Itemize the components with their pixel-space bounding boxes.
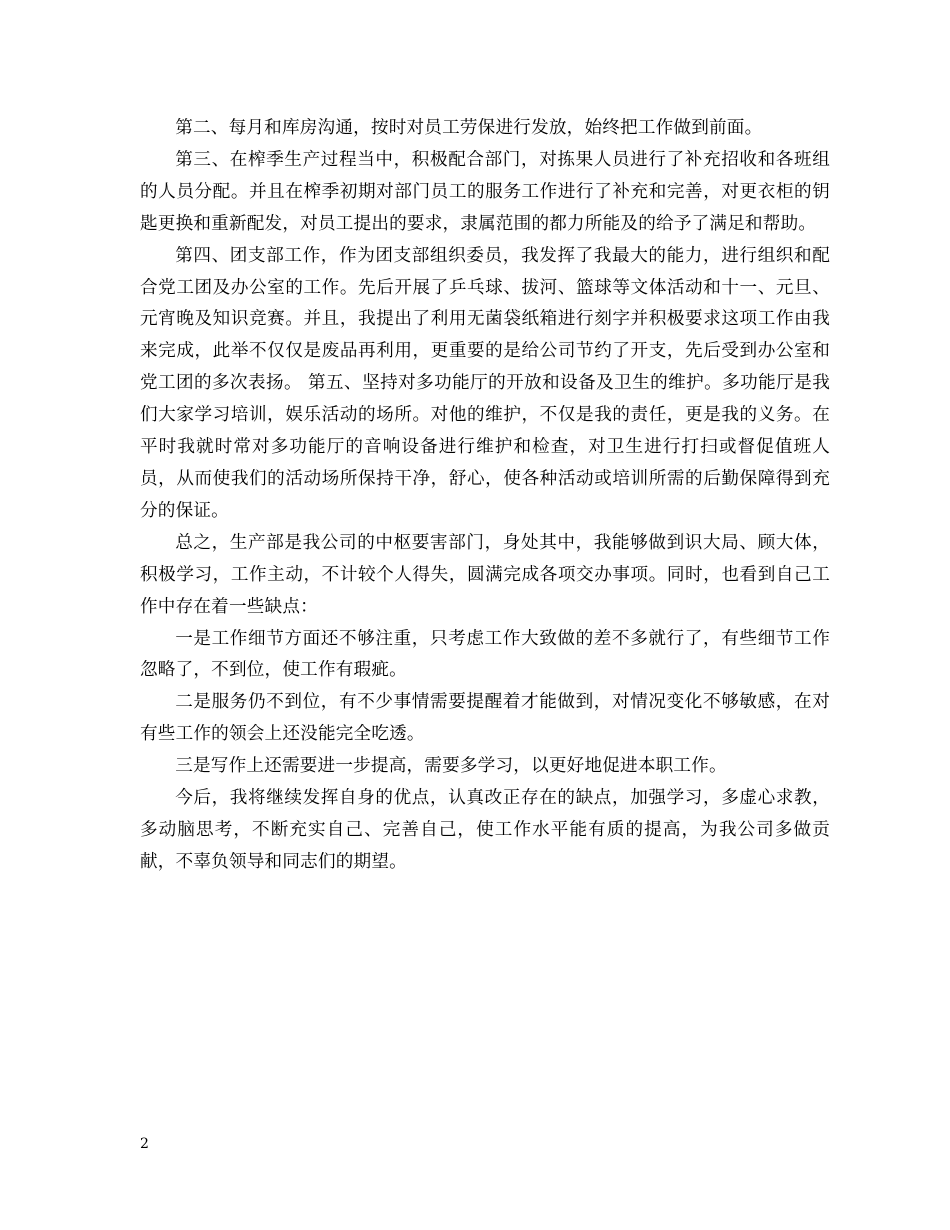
paragraph-4: 总之，生产部是我公司的中枢要害部门，身处其中，我能够做到识大局、顾大体，积极学习，工作主动，不计较个人得失，圆满完成各项交办事项。同时，也看到自己工作中存在着一些缺点： [140,532,830,617]
paragraph-5: 一是工作细节方面还不够注重，只考虑工作大致做的差不多就行了，有些细节工作忽略了，不到位，使工作有瑕疵。 [140,628,830,681]
paragraph-7: 三是写作上还需要进一步提高，需要多学习，以更好地促进本职工作。 [175,756,727,777]
page-number: 2 [140,1136,149,1152]
paragraph-6: 二是服务仍不到位，有不少事情需要提醒着才能做到，对情况变化不够敏感，在对有些工作的领会上还没能完全吃透。 [140,692,830,745]
paragraph-8: 今后，我将继续发挥自身的优点，认真改正存在的缺点，加强学习，多虚心求教，多动脑思考，不断充实自己、完善自己，使工作水平能有质的提高，为我公司多做贡献，不辜负领导和同志们的期望。 [140,788,830,872]
paragraph-2: 第三、在榨季生产过程当中，积极配合部门，对拣果人员进行了补充招收和各班组的人员分配。并且在榨季初期对部门员工的服务工作进行了补充和完善，对更衣柜的钥匙更换和重新配发，对员工提出的要求，隶属范围的都力所能及的给予了满足和帮助。 [140,149,830,234]
paragraph-3: 第四、团支部工作，作为团支部组织委员，我发挥了我最大的能力，进行组织和配合党工团及办公室的工作。先后开展了乒乓球、拔河、篮球等文体活动和十一、元旦、元宵晚及知识竞赛。并且，我提出了利用无菌袋纸箱进行刻字并积极要求这项工作由我来完成，此举不仅仅是废品再利用，更重要的是给公司节约了开支，先后受到办公室和党工团的多次表扬。 第五、坚持对多功能厅的开放和设备及卫生的维护。多功能厅是我们大家学习培训，娱乐活动的场所。对他的维护，不仅是我的责任，更是我的义务。在平时我就时常对多功能厅的音响设备进行维护和检查，对卫生进行打扫或督促值班人员，从而使我们的活动场所保持干净，舒心，使各种活动或培训所需的后勤保障得到充分的保证。 [140,245,830,521]
document-body [140,113,830,879]
paragraph-1: 第二、每月和库房沟通，按时对员工劳保进行发放，始终把工作做到前面。 [175,118,763,138]
